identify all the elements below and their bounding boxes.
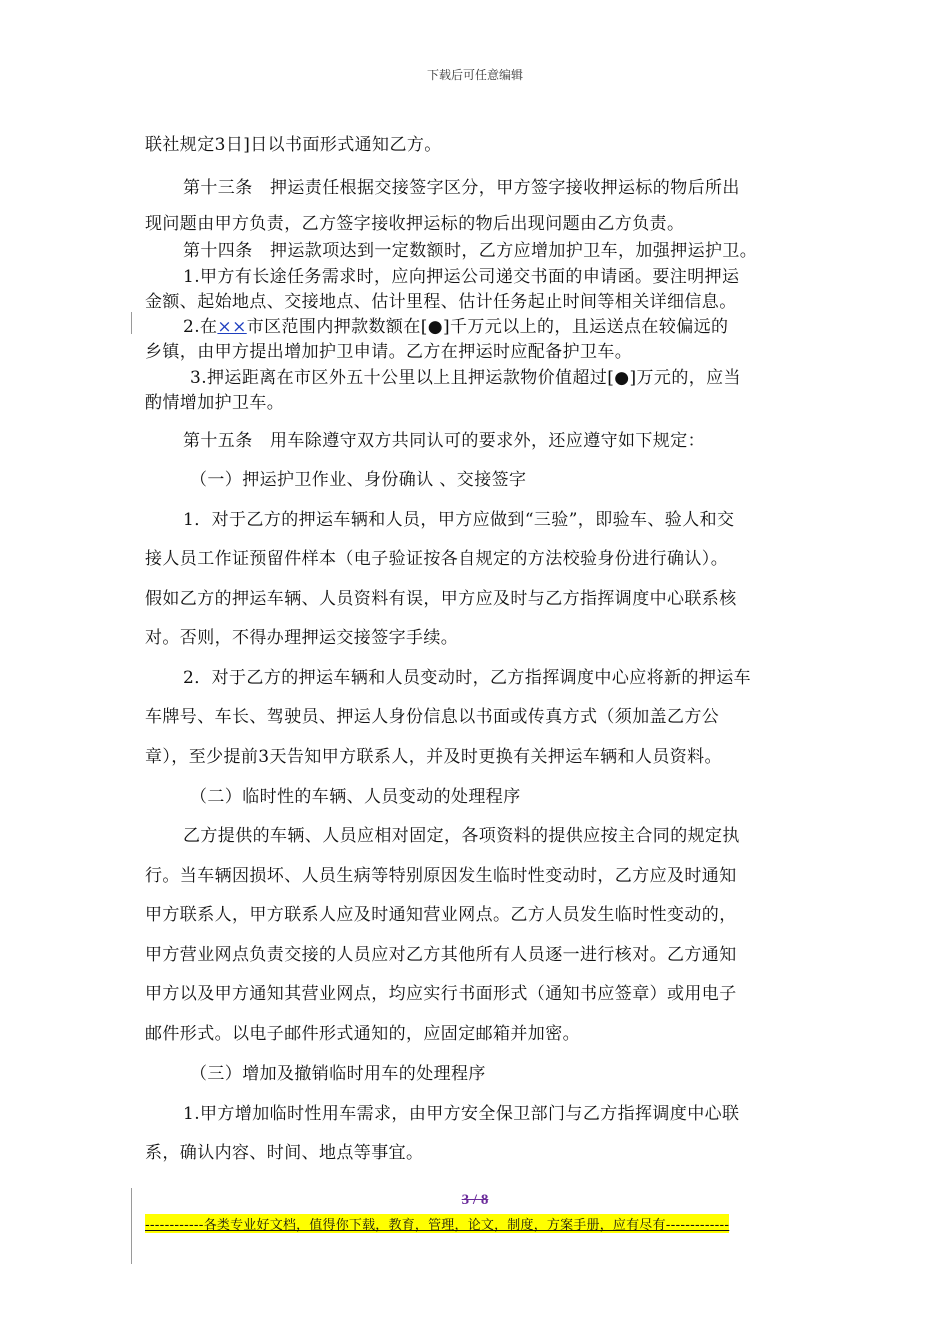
item-number: 2.在 [183, 317, 218, 337]
body-line: 酌情增加护卫车。 [145, 393, 285, 413]
body-line: 金额、起始地点、交接地点、估计里程、估计任务起止时间等相关详细信息。 [145, 292, 737, 312]
body-line: 邮件形式。以电子邮件形式通知的，应固定邮箱并加密。 [145, 1024, 580, 1044]
body-line: 2．对于乙方的押运车辆和人员变动时，乙方指挥调度中心应将新的押运车 [183, 668, 752, 688]
body-line: 甲方以及甲方通知其营业网点，均应实行书面形式（通知书应签章）或用电子 [145, 984, 737, 1004]
article-14-line: 第十四条 押运款项达到一定数额时，乙方应增加护卫车，加强押运护卫。 [183, 241, 758, 261]
section-heading: （一）押运护卫作业、身份确认 、交接签字 [190, 470, 527, 490]
placeholder-link[interactable]: ×× [217, 317, 247, 337]
body-line: 联社规定3日]日以书面形式通知乙方。 [145, 135, 442, 155]
body-line: 1.甲方有长途任务需求时，应向押运公司递交书面的申请函。要注明押运 [183, 267, 740, 287]
body-text: 市区范围内押款数额在[●]千万元以上的，且运送点在较偏远的 [246, 317, 729, 337]
body-line: 章），至少提前3天告知甲方联系人，并及时更换有关押运车辆和人员资料。 [145, 747, 722, 767]
body-line: 车牌号、车长、驾驶员、押运人身份信息以书面或传真方式（须加盖乙方公 [145, 707, 720, 727]
article-13-line: 第十三条 押运责任根据交接签字区分，甲方签字接收押运标的物后所出 [183, 178, 740, 198]
header-note: 下载后可任意编辑 [426, 68, 523, 82]
footer-banner: ------------各类专业好文档，值得你下载，教育，管理，论文，制度，方案手册，应有尽有------------- [145, 1214, 729, 1233]
section-heading: （二）临时性的车辆、人员变动的处理程序 [190, 787, 521, 807]
body-line: 1.甲方增加临时性用车需求，由甲方安全保卫部门与乙方指挥调度中心联 [183, 1104, 740, 1124]
section-heading: （三）增加及撤销临时用车的处理程序 [190, 1064, 486, 1084]
margin-bar [131, 312, 132, 334]
body-line: 接人员工作证预留件样本（电子验证按各自规定的方法校验身份进行确认）。 [145, 549, 729, 569]
body-line: 甲方营业网点负责交接的人员应对乙方其他所有人员逐一进行核对。乙方通知 [145, 945, 737, 965]
body-line: 系，确认内容、时间、地点等事宜。 [145, 1143, 424, 1163]
article-15-line: 第十五条 用车除遵守双方共同认可的要求外，还应遵守如下规定： [183, 431, 705, 451]
page-number: 3 / 8 [461, 1192, 489, 1208]
body-line: 乡镇，由甲方提出增加护卫申请。乙方在押运时应配备护卫车。 [145, 342, 633, 362]
body-line: 假如乙方的押运车辆、人员资料有误，甲方应及时与乙方指挥调度中心联系核 [145, 589, 737, 609]
body-line: 乙方提供的车辆、人员应相对固定，各项资料的提供应按主合同的规定执 [183, 826, 740, 846]
body-line: 行。当车辆因损坏、人员生病等特别原因发生临时性变动时，乙方应及时通知 [145, 866, 737, 886]
body-line: 现问题由甲方负责，乙方签字接收押运标的物后出现问题由乙方负责。 [145, 214, 685, 234]
body-line [183, 316, 728, 338]
body-line: 3.押运距离在市区外五十公里以上且押运款物价值超过[●]万元的，应当 [190, 368, 741, 388]
body-line: 对。否则，不得办理押运交接签字手续。 [145, 628, 459, 648]
body-line: 甲方联系人，甲方联系人应及时通知营业网点。乙方人员发生临时性变动的， [145, 905, 737, 925]
body-line: 1．对于乙方的押运车辆和人员，甲方应做到“三验”，即验车、验人和交 [183, 510, 735, 530]
